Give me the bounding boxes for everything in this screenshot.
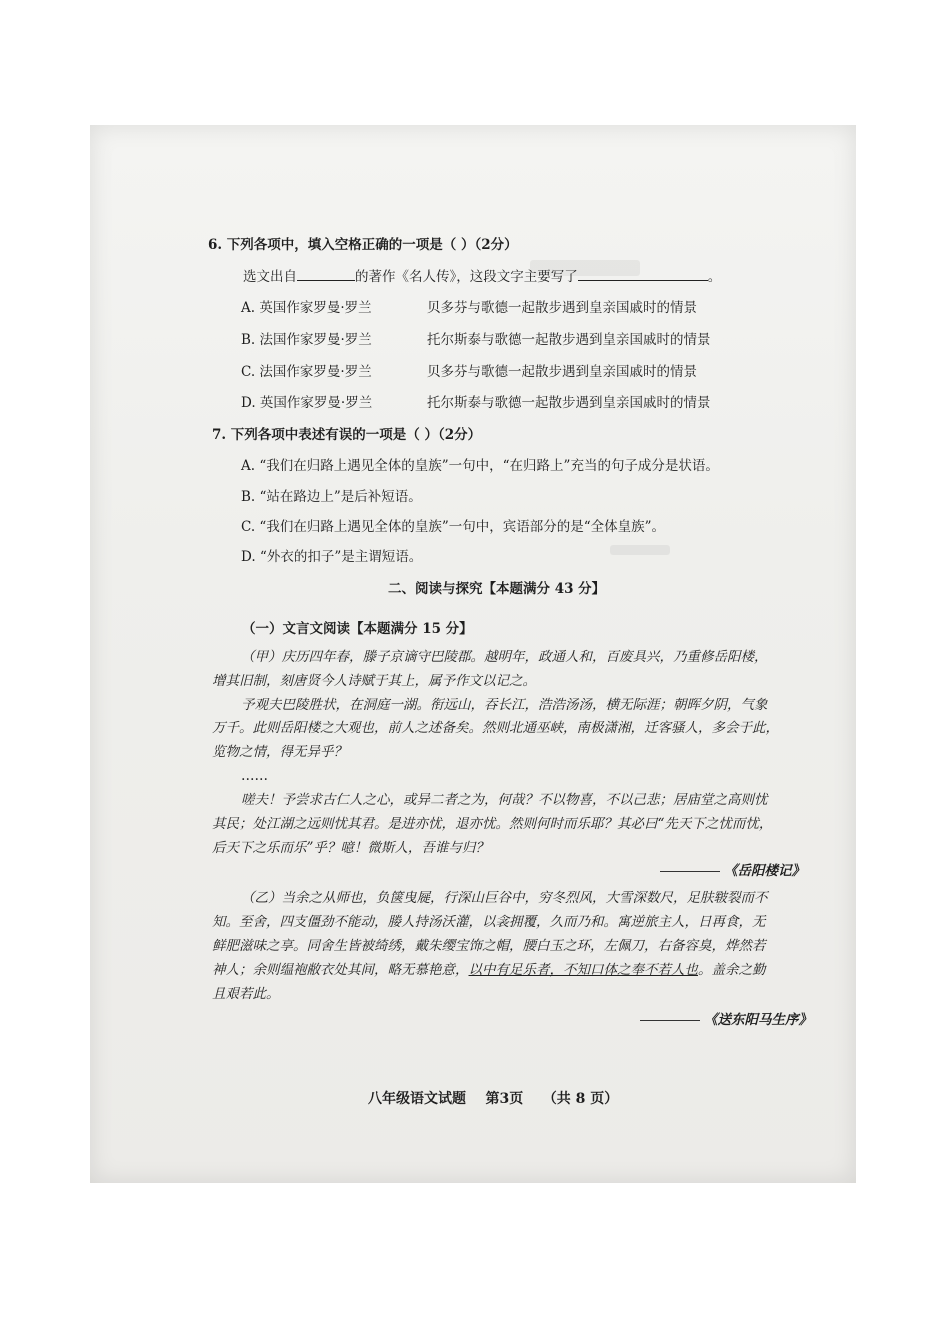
passage-b-line: 鲜肥滋味之享。同舍生皆被绮绣，戴朱缨宝饰之帽，腰白玉之环，左佩刀，右备容臭，烨然若 xyxy=(212,938,766,954)
question-7-stem: 7. 下列各项中表述有误的一项是（ ）（2分） xyxy=(212,427,482,443)
passage-b-text: 。盖余之勤 xyxy=(698,962,766,978)
passage-a-line: 嗟夫！予尝求古仁人之心，或异二者之为，何哉？不以物喜，不以己悲；居庙堂之高则忧 xyxy=(241,792,768,808)
page-footer xyxy=(368,1090,618,1108)
source-dash xyxy=(640,1020,700,1021)
footer-total-pages: （共 8 页） xyxy=(542,1091,619,1107)
source-title: 《岳阳楼记》 xyxy=(724,863,805,879)
question-6-prompt xyxy=(243,268,721,286)
q6-option-c xyxy=(241,363,372,381)
section-2-title: 二、阅读与探究【本题满分 43 分】 xyxy=(388,581,606,597)
source-title: 《送东阳马生序》 xyxy=(704,1012,812,1028)
passage-a-line: 览物之情，得无异乎？ xyxy=(212,744,347,760)
footer-subject: 八年级语文试题 xyxy=(368,1091,466,1107)
passage-a-ellipsis: …… xyxy=(241,768,268,784)
prompt-middle: 的著作《名人传》，这段文字主要写了 xyxy=(355,269,578,285)
q6-option-a-text: 贝多芬与歌德一起散步遇到皇亲国戚时的情景 xyxy=(427,300,697,316)
option-label: B. 法国作家罗曼·罗兰 xyxy=(241,332,372,348)
content-blank xyxy=(578,280,708,281)
passage-a-source xyxy=(660,862,805,880)
passage-b-line: （乙）当余之从师也，负箧曳屣，行深山巨谷中，穷冬烈风，大雪深数尺，足肤皲裂而不 xyxy=(241,890,768,906)
q6-option-b xyxy=(241,331,372,349)
footer-page-number: 第3页 xyxy=(485,1091,524,1107)
prompt-end: 。 xyxy=(707,269,722,285)
option-label: C. 法国作家罗曼·罗兰 xyxy=(241,364,372,380)
passage-b-line xyxy=(212,961,766,979)
passage-a-line: 增其旧制，刻唐贤今人诗赋于其上，属予作文以记之。 xyxy=(212,673,536,689)
passage-a-line: （甲）庆历四年春，滕子京谪守巴陵郡。越明年，政通人和，百废具兴，乃重修岳阳楼， xyxy=(241,649,768,665)
passage-b-source xyxy=(640,1011,812,1029)
passage-b-line: 知。至舍，四支僵劲不能动，媵人持汤沃灌，以衾拥覆，久而乃和。寓逆旅主人，日再食，无 xyxy=(212,914,766,930)
passage-b-text: 神人；余则缊袍敝衣处其间，略无慕艳意， xyxy=(212,962,469,978)
q7-option-d: D. “外衣的扣子”是主谓短语。 xyxy=(241,549,423,565)
prompt-before: 选文出自 xyxy=(243,269,297,285)
option-label: D. 英国作家罗曼·罗兰 xyxy=(241,395,373,411)
source-dash xyxy=(660,871,720,872)
passage-a-line: 其民；处江湖之远则忧其君。是进亦忧，退亦忧。然则何时而乐耶？其必曰“先天下之忧而忧， xyxy=(212,816,773,832)
q6-option-c-text: 贝多芬与歌德一起散步遇到皇亲国戚时的情景 xyxy=(427,364,697,380)
author-blank xyxy=(297,280,355,281)
underlined-sentence: 以中有足乐者，不知口体之奉不若人也 xyxy=(468,962,698,978)
passage-a-line: 予观夫巴陵胜状，在洞庭一湖。衔远山，吞长江，浩浩汤汤，横无际涯；朝晖夕阴，气象 xyxy=(241,697,768,713)
q7-option-a: A. “我们在归路上遇见全体的皇族”一句中，“在归路上”充当的句子成分是状语。 xyxy=(241,458,719,474)
passage-a-line: 后天下之乐而乐”乎？噫！微斯人，吾谁与归？ xyxy=(212,840,489,856)
paper-blemish xyxy=(610,545,670,555)
q6-option-a xyxy=(241,299,372,317)
q6-option-d xyxy=(241,394,372,412)
q6-option-d-text: 托尔斯泰与歌德一起散步遇到皇亲国戚时的情景 xyxy=(427,395,711,411)
q7-option-b: B. “站在路边上”是后补短语。 xyxy=(241,489,422,505)
question-6-stem: 6. 下列各项中，填入空格正确的一项是（ ）（2分） xyxy=(208,237,518,253)
option-label: A. 英国作家罗曼·罗兰 xyxy=(241,300,372,316)
passage-b-line: 且艰若此。 xyxy=(212,986,280,1002)
q7-option-c: C. “我们在归路上遇见全体的皇族”一句中，宾语部分的是“全体皇族”。 xyxy=(241,519,666,535)
passage-a-line: 万千。此则岳阳楼之大观也，前人之述备矣。然则北通巫峡，南极潇湘，迁客骚人，多会于此， xyxy=(212,720,779,736)
classical-reading-title: （一）文言文阅读【本题满分 15 分】 xyxy=(242,621,473,637)
q6-option-b-text: 托尔斯泰与歌德一起散步遇到皇亲国戚时的情景 xyxy=(427,332,711,348)
